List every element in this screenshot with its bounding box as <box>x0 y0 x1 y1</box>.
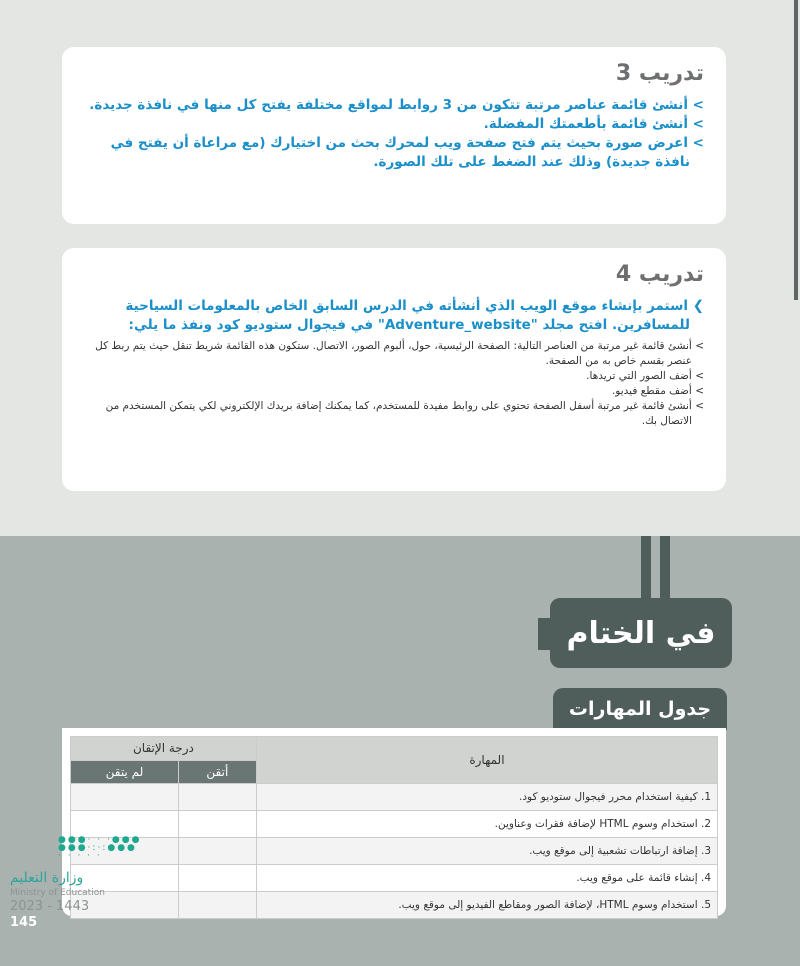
exercise-3-title: تدريب 3 <box>615 61 704 86</box>
pipe-decoration <box>660 536 670 606</box>
logo-dots-icon: ●●●· · ·●●● ●●●·:·:●●● · · · · · <box>58 835 142 861</box>
exercise-3-card <box>62 47 726 224</box>
chevron-icon: ❯ <box>692 298 704 314</box>
ministry-name-en: Ministry of Education <box>10 888 105 898</box>
exercise-4-card <box>62 248 726 491</box>
list-item: > أضف مقطع فيديو. <box>611 385 704 397</box>
ministry-logo <box>10 836 141 931</box>
closing-title: في الختام <box>550 598 732 668</box>
mastered-cell[interactable] <box>178 784 256 811</box>
col-mastery: درجة الإتقان <box>71 737 257 761</box>
list-item: > أنشئ قائمة غير مرتبة أسفل الصفحة تحتوي على روابط مفيدة للمستخدم، كما يمكنك إضافة بريدك الإلكتروني لكي يتمكن المستخدم من الاتصال بك. <box>105 400 704 427</box>
page-number: 145 <box>10 915 38 930</box>
page-edge <box>794 0 798 300</box>
mastered-cell[interactable] <box>178 892 256 919</box>
table-row: 5. استخدام وسوم HTML، لإضافة الصور ومقاطع الفيديو إلى موقع ويب. <box>71 892 718 919</box>
pipe-decoration <box>641 536 651 606</box>
skills-table <box>70 736 718 919</box>
table-row: 2. استخدام وسوم HTML لإضافة فقرات وعناوين. <box>71 811 718 838</box>
list-item: > اعرض صورة بحيث يتم فتح صفحة ويب لمحرك بحث من اختيارك (مع مراعاة أن يفتح في نافذة جديدة) وذلك عند الضغط على تلك الصورة. <box>110 135 704 170</box>
table-row: 3. إضافة ارتباطات تشعبية إلى موقع ويب. <box>71 838 718 865</box>
not-mastered-cell[interactable] <box>71 811 179 838</box>
table-row: 1. كيفية استخدام محرر فيجوال ستوديو كود. <box>71 784 718 811</box>
skills-table-card <box>62 728 726 916</box>
mastered-cell[interactable] <box>178 811 256 838</box>
exercise-4-title: تدريب 4 <box>615 262 704 287</box>
list-item: > أنشئ قائمة بأطعمتك المفضلة. <box>483 116 704 132</box>
ministry-name-ar: وزارة التعليم <box>10 870 84 886</box>
exercise-4-intro: ❯ استمر بإنشاء موقع الويب الذي أنشأته في الدرس السابق الخاص بالمعلومات السياحية للمسافرين. افتح مجلد "Adventure_website" في فيجوال ستوديو كود ونفذ ما يلي: <box>125 298 704 333</box>
col-skill: المهارة <box>256 737 717 784</box>
not-mastered-cell[interactable] <box>71 784 179 811</box>
mastered-cell[interactable] <box>178 865 256 892</box>
col-not-mastered: لم يتقن <box>71 760 179 784</box>
year: 2023 - 1443 <box>10 899 90 914</box>
skills-table-title: جدول المهارات <box>553 688 727 730</box>
table-row: 4. إنشاء قائمة على موقع ويب. <box>71 865 718 892</box>
mastered-cell[interactable] <box>178 838 256 865</box>
list-item: > أضف الصور التي تريدها. <box>586 370 704 382</box>
list-item: > أنشئ قائمة عناصر مرتبة تتكون من 3 روابط لمواقع مختلفة يفتح كل منها في نافذة جديدة. <box>89 97 704 113</box>
col-mastered: أتقن <box>178 760 256 784</box>
list-item: > أنشئ قائمة غير مرتبة من العناصر التالية: الصفحة الرئيسية، حول، ألبوم الصور، الاتصال. ستكون هذه القائمة شريط تنقل حيث يتم ربط كل عنصر بقسم خاص به من الصفحة. <box>95 340 704 367</box>
